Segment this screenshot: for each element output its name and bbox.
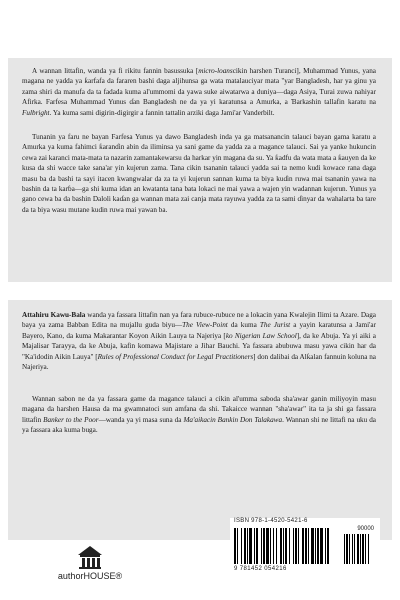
- barcode-digits: 9 781452 054216: [234, 566, 287, 572]
- p3-text-d: ], da ke Abuja. Ya yi aiki a Majalisar Tarayya, da ke Abuja, kafin komawa Majistare a Jihar Bauchi. Ya fassara abubuwa masu yawa cikin har da "Ka'idodin Aikin Lauya" [: [22, 331, 376, 361]
- p3-italic-b: The Jurist: [259, 321, 291, 330]
- p4-text-c: . Wannan shi ne littafi na uku da ya fassara aka kuma buga.: [22, 415, 376, 435]
- description-paragraph-2: Tunanin ya faru ne bayan Farfesa Yunus ya dawo Bangladesh inda ya ga matsanancin talauci bayan gama karatu a Amurka ya kuma fahimci ƙaranɗin abin da iliminsa ya sani game da yadda za a magance talauci. Sai ya yanke hukuncin cewa zai karanci mata-mata ta nazarin zamantakewarsu da harkar yin magana da su. Ya ƙadfu da wata mata a ƙauyen da ke kusa da shi wacce take sana'ar yin kujerun zama. Tana cikin tsananin talauci yadda sai ta nemo kudi kowace rana daga masu ba da bashi ta sayi itacen kwangwalar da za ta yi kujerun sannan kuma ta biya kuɗin ruwa mai tsananin yawa na bashin da ta karɓa—ga shi kuma idan an kwatanta tana bata lokaci ne mai yawa a wajen yin wadannan kujerun. Yunus ya gano cewa ba da bashin Daloli kaɗan ga wannan mata zai canja mata rayuwa yadda za ta sami ɗinyar da wahalarta ba tare da ta biya wasu mutane kudin ruwa mai yawan ba.: [22, 133, 376, 214]
- p1-text-c: . Ya kuma sami digirin-digirgir a fannin tattalin arziki daga Jami'ar Vanderbilt.: [49, 108, 275, 117]
- p4-italic-b: Ma'aikacin Bankin Don Talakawa: [183, 415, 283, 424]
- p3-text-b: da kuma: [227, 321, 260, 330]
- p3-text-c: a yayin karatunsa a Jami'ar Bayero, Kano, da kuma Makarantar Koyon Aikin Lauya ta Najeriya [: [22, 321, 376, 340]
- barcode-graphic: [234, 528, 376, 566]
- p1-text-a: A wannan littafin, wanda ya fi rikitu fannin basussuka [: [32, 67, 199, 75]
- translator-bio-panel: [8, 300, 392, 540]
- p1-italic-term: micro-loans: [198, 67, 233, 75]
- p4-italic-a: Banker to the Poor: [43, 415, 99, 424]
- top-description-panel: [8, 58, 392, 282]
- translator-name: Attahiru Kawu-Bala: [22, 311, 86, 319]
- p3-italic-d: Rules of Professional Conduct for Legal Practitioners: [97, 352, 254, 361]
- p3-italic-a: The View-Point: [182, 321, 228, 330]
- bio-paragraph-2: [22, 394, 376, 436]
- publisher-name: authorHOUSE®: [57, 571, 123, 581]
- p1-italic-fulbright: Fulbright: [22, 108, 50, 117]
- isbn-barcode-block: [230, 518, 380, 574]
- p3-italic-c: ko Nigerian Law School: [225, 331, 297, 340]
- isbn-label: ISBN 978-1-4520-5421-6: [234, 518, 308, 524]
- house-icon: [77, 545, 103, 569]
- p4-text-a: Wannan sabon ne da ya fassara game da magance talauci a cikin al'umma saboda sha'awar ganin miliyoyin masu magana da harshen Hausa da ma gwamnatoci sun amfana da shi. Takaicce wannan "sha'awar" ita ta ja shi ga fassara littafin: [22, 395, 376, 424]
- description-paragraph-1: [22, 66, 376, 118]
- publisher-logo: [50, 545, 130, 581]
- p3-text-e: ] don dalibai da Alƙalan fannuin koluna na Najeriya.: [22, 352, 376, 372]
- p4-text-b: —wanda ya yi masa suna da: [98, 415, 184, 424]
- price-code: 90000: [357, 526, 374, 532]
- p1-text-b: cikin harshen Turanci], Muhammad Yunus, yana magana ne yadda ya ƙarfafa da fararen bashi daga aljihunsa ga wata matalauciyar mata "yar Bangladesh, har ya ginu ya zama shiri da manufa da ta fadada kuma al'ummomi da yawa suke aiwatarwa a duniya—daga Asiya, Turai zuwa nahiyar Afirka. Farfesa Muhammad Yunus ɗan Bangladesh ne da ya yi karatunsa a Amurka, a Ɓarkashin tallafin karatu na: [22, 67, 376, 107]
- p3-text-a: wanda ya fassara littafin nan ya fara rubuce-rubuce ne a lokacin yana Kwalejin Ilimi ta Azare. Daga baya ya zama Babban Edita na mujallu guda biyu—: [22, 311, 376, 330]
- bio-paragraph-1: [22, 310, 376, 372]
